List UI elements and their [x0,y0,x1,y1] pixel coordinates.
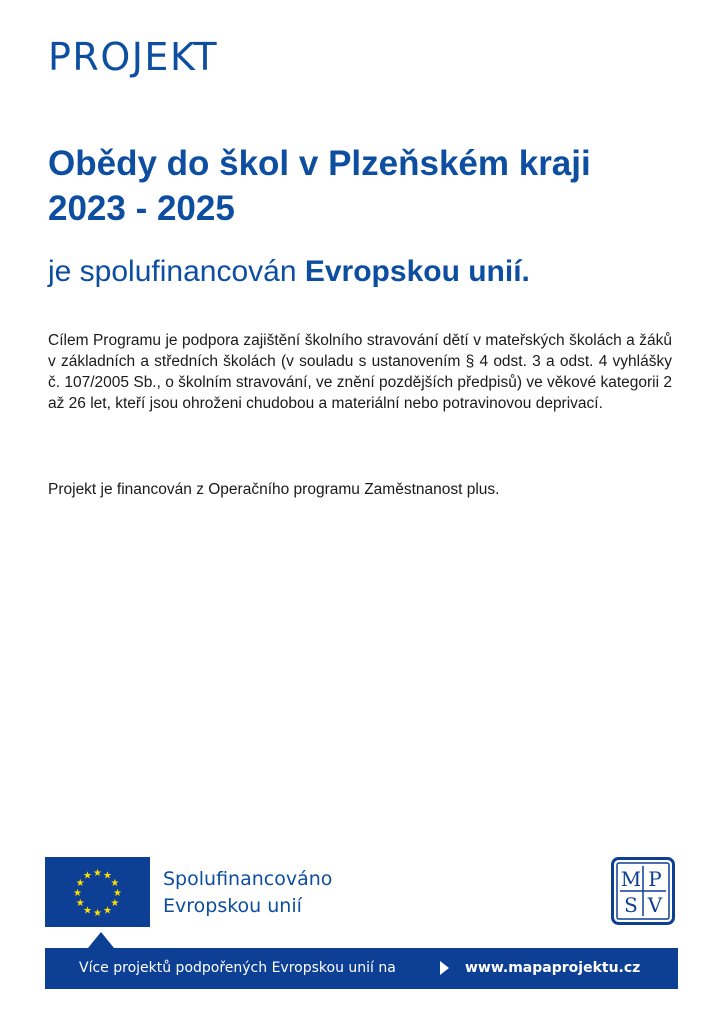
funding-statement: Projekt je financován z Operačního programu Zaměstnanost plus. [48,481,500,498]
eu-label-line-1: Spolufinancováno [163,868,333,890]
program-description: Cílem Programu je podpora zajištění školního stravování dětí v mateřských školách a žáků v základních a středních školách (v souladu s ustanovením § 4 odst. 3 a odst. 4 vyhlášky č. 107/2005 Sb., o školním stravování, ve znění pozdějších předpisů) ve věkové kategorii 2 až 26 let, kteří jsou ohroženi chudobou a materiální nebo potravinovou deprivací. [48,332,672,412]
eu-flag-icon [45,857,150,927]
bar-pointer [88,932,114,948]
project-kicker: PROJEKT [48,35,219,79]
svg-text:★: ★ [110,878,120,889]
footer-bar-text: Více projektů podpořených Evropskou unií na [79,960,396,976]
eu-cofunding-label [163,866,332,920]
svg-text:★: ★ [113,888,122,899]
footer-bar [45,948,678,989]
subtitle-prefix: je spolufinancován [48,255,305,288]
play-arrow-icon [440,961,449,975]
svg-text:★: ★ [75,898,85,909]
mpsv-logo [611,857,675,925]
project-subtitle [48,254,688,290]
eu-label-line-2: Evropskou unií [163,895,302,917]
project-title: Obědy do škol v Plzeňském kraji 2023 - 2025 [48,144,591,228]
svg-text:S: S [624,893,638,917]
mapaprojektu-link[interactable]: www.mapaprojektu.cz [465,960,641,976]
subtitle-emphasis: Evropskou unií. [304,255,530,288]
svg-text:★: ★ [103,870,112,882]
svg-text:★: ★ [83,905,92,917]
svg-text:★: ★ [73,888,82,899]
svg-text:★: ★ [93,868,102,879]
svg-text:★: ★ [103,905,112,917]
svg-text:★: ★ [83,870,92,882]
svg-text:M: M [620,867,642,891]
svg-text:P: P [648,867,662,891]
svg-text:V: V [647,893,663,917]
svg-text:★: ★ [75,878,85,889]
svg-text:★: ★ [93,908,102,919]
svg-text:★: ★ [110,898,120,909]
